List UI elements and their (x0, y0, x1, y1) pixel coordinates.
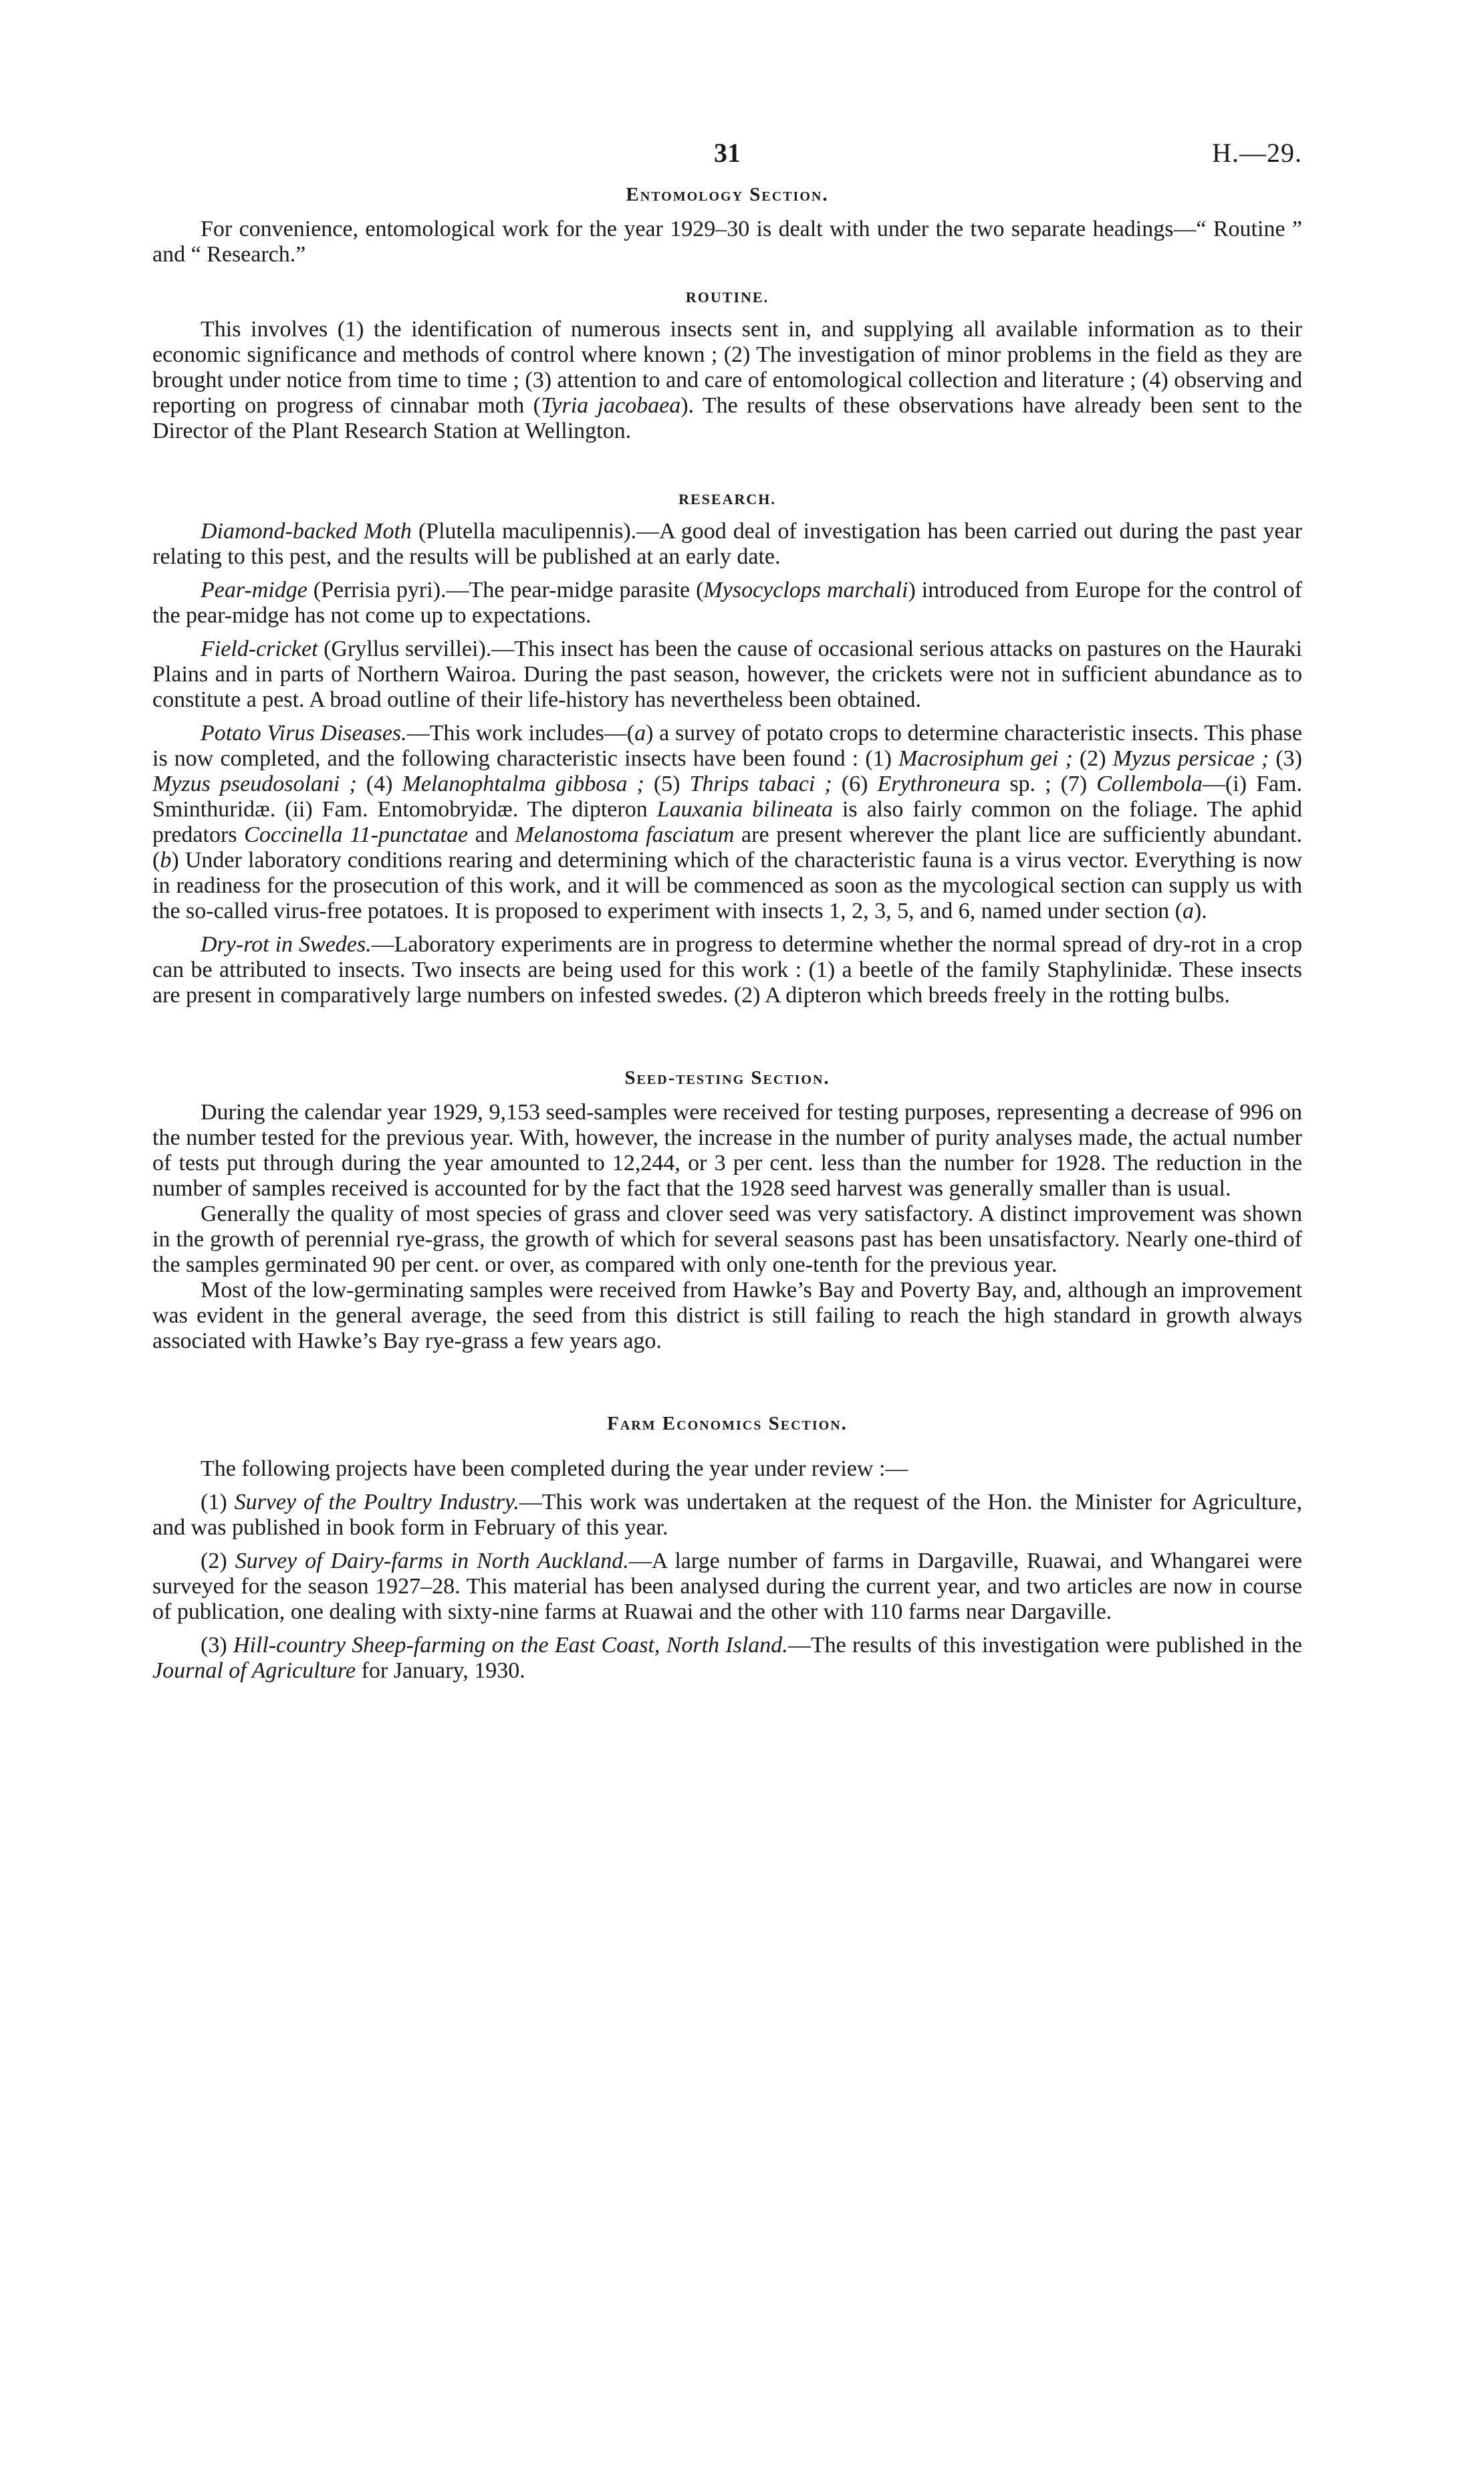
document-page (152, 137, 1302, 1684)
farm-economics-section-title: Farm Economics Section. (607, 1413, 848, 1434)
routine-paragraph: This involves (1) the identification of numerous insects sent in, and supplying all available information as to their economic significance and methods of control where known ; (2) The investigation of minor problems in the field as they are brought under notice from time to time ; (3) attention to and care of entomological collection and literature ; (4) observing and reporting on progress of cinnabar moth (Tyria jacobaea). The results of these observations have already been sent to the Director of the Plant Research Station at Wellington. (152, 317, 1302, 443)
page-number: 31 (714, 138, 741, 168)
seed-testing-section-title: Seed-testing Section. (624, 1067, 830, 1089)
entomology-section-title: Entomology Section. (626, 184, 829, 205)
farm-item-dairy: (2) Survey of Dairy-farms in North Auckland.—A large number of farms in Dargaville, Ruawai, and Whangarei were surveyed for the season 1927–28. This material has been analysed during the current year, and two articles are now in course of publication, one dealing with sixty-nine farms at Ruawai and the other with 110 farms near Dargaville. (152, 1549, 1302, 1624)
page-header (152, 137, 1302, 184)
farm-item-hill-country: (3) Hill-country Sheep-farming on the East Coast, North Island.—The results of this investigation were published in the Journal of Agriculture for January, 1930. (152, 1633, 1302, 1683)
document-reference: H.—29. (1212, 138, 1302, 168)
farm-intro: The following projects have been completed during the year under review :— (201, 1456, 908, 1481)
seed-paragraph-3: Most of the low-germinating samples were received from Hawke’s Bay and Poverty Bay, and, although an improvement was evident in the general average, the seed from this district is still failing to reach the high standard in growth always associated with Hawke’s Bay rye-grass a few years ago. (152, 1278, 1302, 1353)
routine-heading: ROUTINE. (685, 289, 769, 306)
entomology-intro: For convenience, entomological work for the year 1929–30 is dealt with under the two separate headings—“ Routine ” and “ Research.” (152, 217, 1302, 267)
farm-item-poultry: (1) Survey of the Poultry Industry.—This work was undertaken at the request of the Hon. the Minister for Agriculture, and was published in book form in February of this year. (152, 1490, 1302, 1540)
cinnabar-moth-species: Tyria jacobaea (541, 393, 681, 418)
seed-paragraph-1: During the calendar year 1929, 9,153 seed-samples were received for testing purposes, representing a decrease of 996 on the number tested for the previous year. With, however, the increase in the number of purity analyses made, the actual number of tests put through during the year amounted to 12,244, or 3 per cent. less than the number for 1928. The reduction in the number of samples received is accounted for by the fact that the 1928 seed harvest was generally smaller than is usual. (152, 1100, 1302, 1201)
research-heading: RESEARCH. (678, 491, 776, 508)
research-diamond-backed-moth: Diamond-backed Moth (Plutella maculipennis).—A good deal of investigation has been carried out during the past year relating to this pest, and the results will be published at an early date. (152, 519, 1302, 569)
research-potato-virus: Potato Virus Diseases.—This work includes—(a) a survey of potato crops to determine characteristic insects. This phase is now completed, and the following characteristic insects have been found : (1) Macrosiphum gei ; (2) Myzus persicae ; (3) Myzus pseudosolani ; (4) Melanophtalma gibbosa ; (5) Thrips tabaci ; (6) Erythroneura sp. ; (7) Collembola—(i) Fam. Sminthuridæ. (ii) Fam. Entomobryidæ. The dipteron Lauxania bilineata is also fairly common on the foliage. The aphid predators Coccinella 11-punctatae and Melanostoma fasciatum are present wherever the plant lice are sufficiently abundant. (b) Under laboratory conditions rearing and determining which of the characteristic fauna is a virus vector. Everything is now in readiness for the prosecution of this work, and it will be commenced as soon as the mycological section can supply us with the so-called virus-free potatoes. It is proposed to experiment with insects 1, 2, 3, 5, and 6, named under section (a). (152, 721, 1302, 923)
research-field-cricket: Field-cricket (Gryllus servillei).—This insect has been the cause of occasional serious attacks on pastures on the Hauraki Plains and in parts of Northern Wairoa. During the past season, however, the crickets were not in sufficient abundance as to constitute a pest. A broad outline of their life-history has nevertheless been obtained. (152, 637, 1302, 712)
research-pear-midge: Pear-midge (Perrisia pyri).—The pear-midge parasite (Mysocyclops marchali) introduced from Europe for the control of the pear-midge has not come up to expectations. (152, 578, 1302, 628)
research-dry-rot-swedes: Dry-rot in Swedes.—Laboratory experiments are in progress to determine whether the normal spread of dry-rot in a crop can be attributed to insects. Two insects are being used for this work : (1) a beetle of the family Staphylinidæ. These insects are present in comparatively large numbers on infested swedes. (2) A dipteron which breeds freely in the rotting bulbs. (152, 932, 1302, 1008)
seed-paragraph-2: Generally the quality of most species of grass and clover seed was very satisfactory. A distinct improvement was shown in the growth of perennial rye-grass, the growth of which for several seasons past has been unsatisfactory. Nearly one-third of the samples germinated 90 per cent. or over, as compared with only one-tenth for the previous year. (152, 1202, 1302, 1277)
